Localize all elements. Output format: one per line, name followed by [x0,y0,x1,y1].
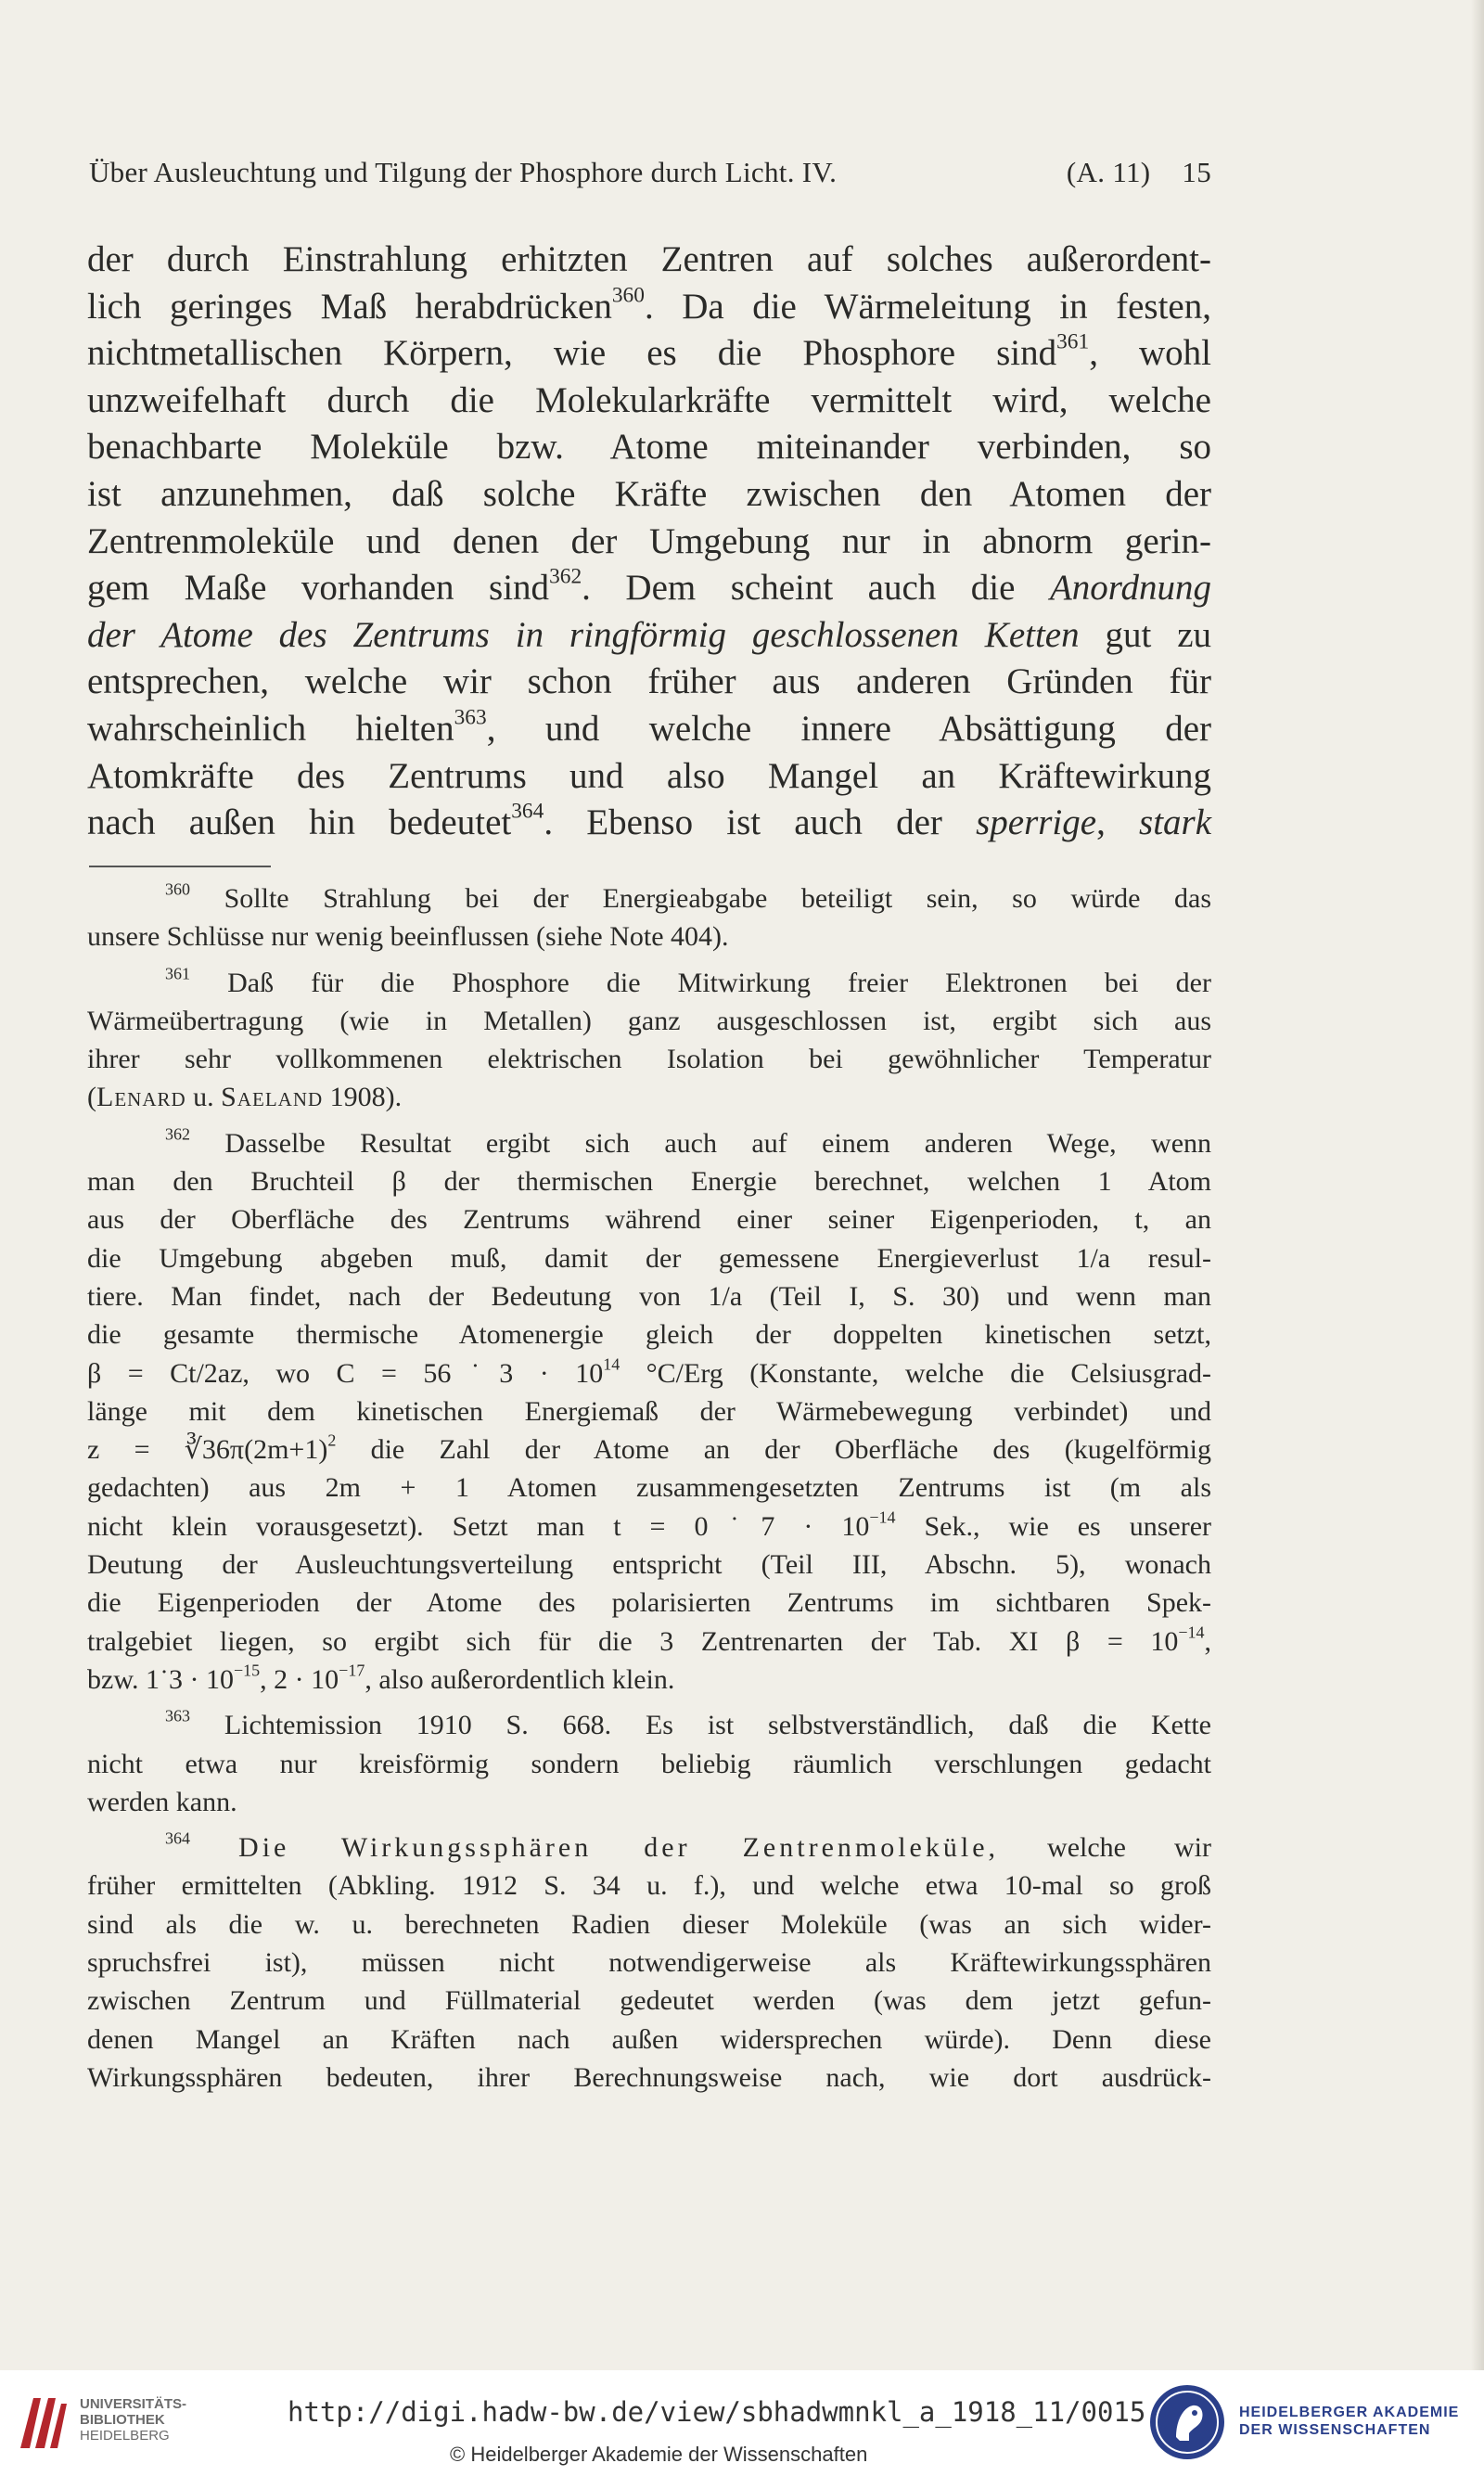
digitization-footer [0,2370,1484,2476]
page-number: 15 [1182,156,1211,188]
footnote-line: β = Ct/2az, wo C = 56˙3 · $10^{14}$ °C/Erg (Konstante, welche die Celsiusgrad- [87,1354,1211,1389]
footnote-364 [87,1828,1211,2097]
permalink-url[interactable]: http://digi.hadw-bw.de/view/sbhadwmnkl_a_1918_11/0015 [288,2396,1146,2428]
author-name: Lenard [96,1082,186,1113]
footnote-line: die Eigenperioden der Atome des polarisierten Zentrums im sichtbaren Spek- [87,1587,1211,1619]
author-name: Saeland [221,1082,324,1113]
footnote-line: gedachten) aus 2m + 1 Atomen zusammengesetzten Zentrums ist (m als [87,1472,1211,1504]
footnote-line: tiere. Man findet, nach der Bedeutung von 1/a (Teil I, S. 30) und wenn man [87,1280,1211,1312]
footnote-line: ihrer sehr vollkommenen elektrischen Isolation bei gewöhnlicher Temperatur [87,1044,1211,1075]
footnote-number: 362 [165,1124,190,1144]
footnote-line: nicht klein vorausgesetzt). Setzt man t = 0˙7 · $10^{-14}$ Sek., wie es unserer [87,1507,1211,1542]
footnote-line: zwischen Zentrum und Füllmaterial gedeutet werden (was dem jetzt gefun- [87,1985,1211,2017]
text-line: lich geringes Maß herabdrücken$^{360}$. Da die Wärmeleitung in festen, [87,283,1211,327]
text-line: wahrscheinlich hielten$^{363}$, und welche innere Absättigung der [87,705,1212,749]
footnote-line: man den Bruchteil β der thermischen Energie berechnet, welchen 1 Atom [87,1166,1211,1198]
footnote-362 [87,1124,1211,1699]
text-line: der Atome des Zentrums in ringförmig geschlossenen Ketten gut zu [87,614,1211,655]
footnote-line: unsere Schlüsse nur wenig beeinflussen (siehe Note 404). [87,921,729,953]
page-edge-shadow [1471,0,1484,2370]
text-line: benachbarte Moleküle bzw. Atome miteinander verbinden, so [87,427,1211,468]
text-line: nach außen hin bedeutet$^{364}$. Ebenso ist auch der sperrige, stark [87,799,1212,843]
footnote-line: $^{364}$ Die Wirkungssphären der Zentrenmoleküle, welche wir [165,1828,1212,1864]
text-line: gem Maße vorhanden sind$^{362}$. Dem scheint auch die Anordnung [87,564,1211,609]
running-header [89,156,1211,189]
formula: z = ∛36π(2m+1) [87,1434,328,1466]
footnote-line: sind als die w. u. berechneten Radien dieser Moleküle (was an sich wider- [87,1908,1211,1940]
main-text [87,237,1211,847]
running-title: Über Ausleuchtung und Tilgung der Phosphore durch Licht. IV. [89,156,838,188]
footnote-360 [87,879,1211,956]
text-line: unzweifelhaft durch die Molekularkräfte vermittelt wird, welche [87,379,1211,420]
footnote-separator [89,866,271,867]
footnote-line: die gesamte thermische Atomenergie gleich der doppelten kinetischen setzt, [87,1319,1211,1351]
copyright-notice: © Heidelberger Akademie der Wissenschaften [450,2443,868,2466]
university-library-logo-icon [15,2391,69,2456]
text-line: der durch Einstrahlung erhitzten Zentren auf solches außerordent- [87,239,1211,279]
footnote-line: Deutung der Ausleuchtungsverteilung entspricht (Teil III, Abschn. 5), wonach [87,1549,1211,1581]
footnote-line: $z = ∛36\pi(2m+1)^2$ die Zahl der Atome an der Oberfläche des (kugelförmig [87,1430,1211,1466]
footnote-line: (Lenard u. Saeland 1908). [87,1082,403,1113]
italic-emphasis: sperrige [976,802,1097,843]
footnote-ref-360[interactable]: 360 [611,283,645,308]
italic-emphasis: der Atome des Zentrums in ringförmig geschlossenen Ketten [87,614,1080,655]
footnote-ref-361[interactable]: 361 [1056,329,1090,354]
footnotes [87,879,1211,2104]
footnote-line: $^{361}$ Daß für die Phosphore die Mitwirkung freier Elektronen bei der [165,964,1211,998]
text-line: nichtmetallischen Körpern, wie es die Phosphore sind$^{361}$, wohl [87,329,1211,374]
footnote-363 [87,1706,1211,1821]
footnote-ref-364[interactable]: 364 [511,799,544,824]
italic-emphasis: Anordnung [1049,568,1211,609]
footnote-number: 364 [165,1828,190,1848]
footnote-line: früher ermittelten (Abkling. 1912 S. 34 u. f.), und welche etwa 10-mal so groß [87,1870,1211,1902]
footnote-361 [87,964,1211,1117]
footnote-line: spruchsfrei ist), müssen nicht notwendigerweise als Kräftewirkungssphären [87,1947,1211,1979]
spaced-emphasis: Die Wirkungssphären der Zentrenmoleküle, [238,1832,1000,1864]
italic-emphasis: stark [1139,802,1212,843]
text-line: Atomkräfte des Zentrums und also Mangel an Kräftewirkung [87,755,1211,796]
footnote-line: tralgebiet liegen, so ergibt sich für die 3 Zentrenarten der Tab. XI $\beta = 10^{-14}$, [87,1623,1211,1657]
footnote-line: bzw. 1˙3 · $10^{-15}$, $2 \cdot 10^{-17}$, also außerordentlich klein. [87,1661,675,1695]
footnote-line: $^{363}$ Lichtemission 1910 S. 668. Es ist selbstverständlich, daß die Kette [165,1706,1211,1741]
academy-seal-icon [1148,2383,1226,2461]
footnote-number: 361 [165,964,190,983]
text-line: Zentrenmoleküle und denen der Umgebung nur in abnorm gerin- [87,520,1211,561]
footnote-ref-362[interactable]: 362 [549,564,582,589]
text-line: entsprechen, welche wir schon früher aus anderen Gründen für [87,661,1211,702]
footnote-number: 360 [165,879,190,899]
article-reference: (A. 11) [1066,156,1151,188]
footnote-line: nicht etwa nur kreisförmig sondern beliebig räumlich verschlungen gedacht [87,1748,1211,1779]
footnote-line: Wirkungssphären bedeuten, ihrer Berechnungsweise nach, wie dort ausdrück- [87,2061,1211,2093]
footnote-number: 363 [165,1706,190,1726]
footnote-line: $^{360}$ Sollte Strahlung bei der Energieabgabe beteiligt sein, so würde das [165,879,1211,914]
footnote-line: länge mit dem kinetischen Energiemaß der Wärmebewegung verbindet) und [87,1395,1211,1427]
footnote-line: denen Mangel an Kräften nach außen widersprechen würde). Denn diese [87,2023,1211,2055]
footnote-line: Wärmeübertragung (wie in Metallen) ganz ausgeschlossen ist, ergibt sich aus [87,1005,1211,1036]
text-line: ist anzunehmen, daß solche Kräfte zwischen den Atomen der [87,473,1211,514]
footnote-line: werden kann. [87,1786,237,1817]
footnote-line: die Umgebung abgeben muß, damit der gemessene Energieverlust 1/a resul- [87,1242,1211,1274]
footnote-ref-363[interactable]: 363 [454,705,487,730]
academy-name: HEIDELBERGER AKADEMIE DER WISSENSCHAFTEN [1239,2405,1460,2438]
footnote-line: aus der Oberfläche des Zentrums während einer seiner Eigenperioden, t, an [87,1204,1211,1236]
footnote-line: $^{362}$ Dasselbe Resultat ergibt sich auch auf einem anderen Wege, wenn [165,1124,1212,1159]
university-library-name: UNIVERSITÄTS- BIBLIOTHEK HEIDELBERG [80,2396,187,2444]
